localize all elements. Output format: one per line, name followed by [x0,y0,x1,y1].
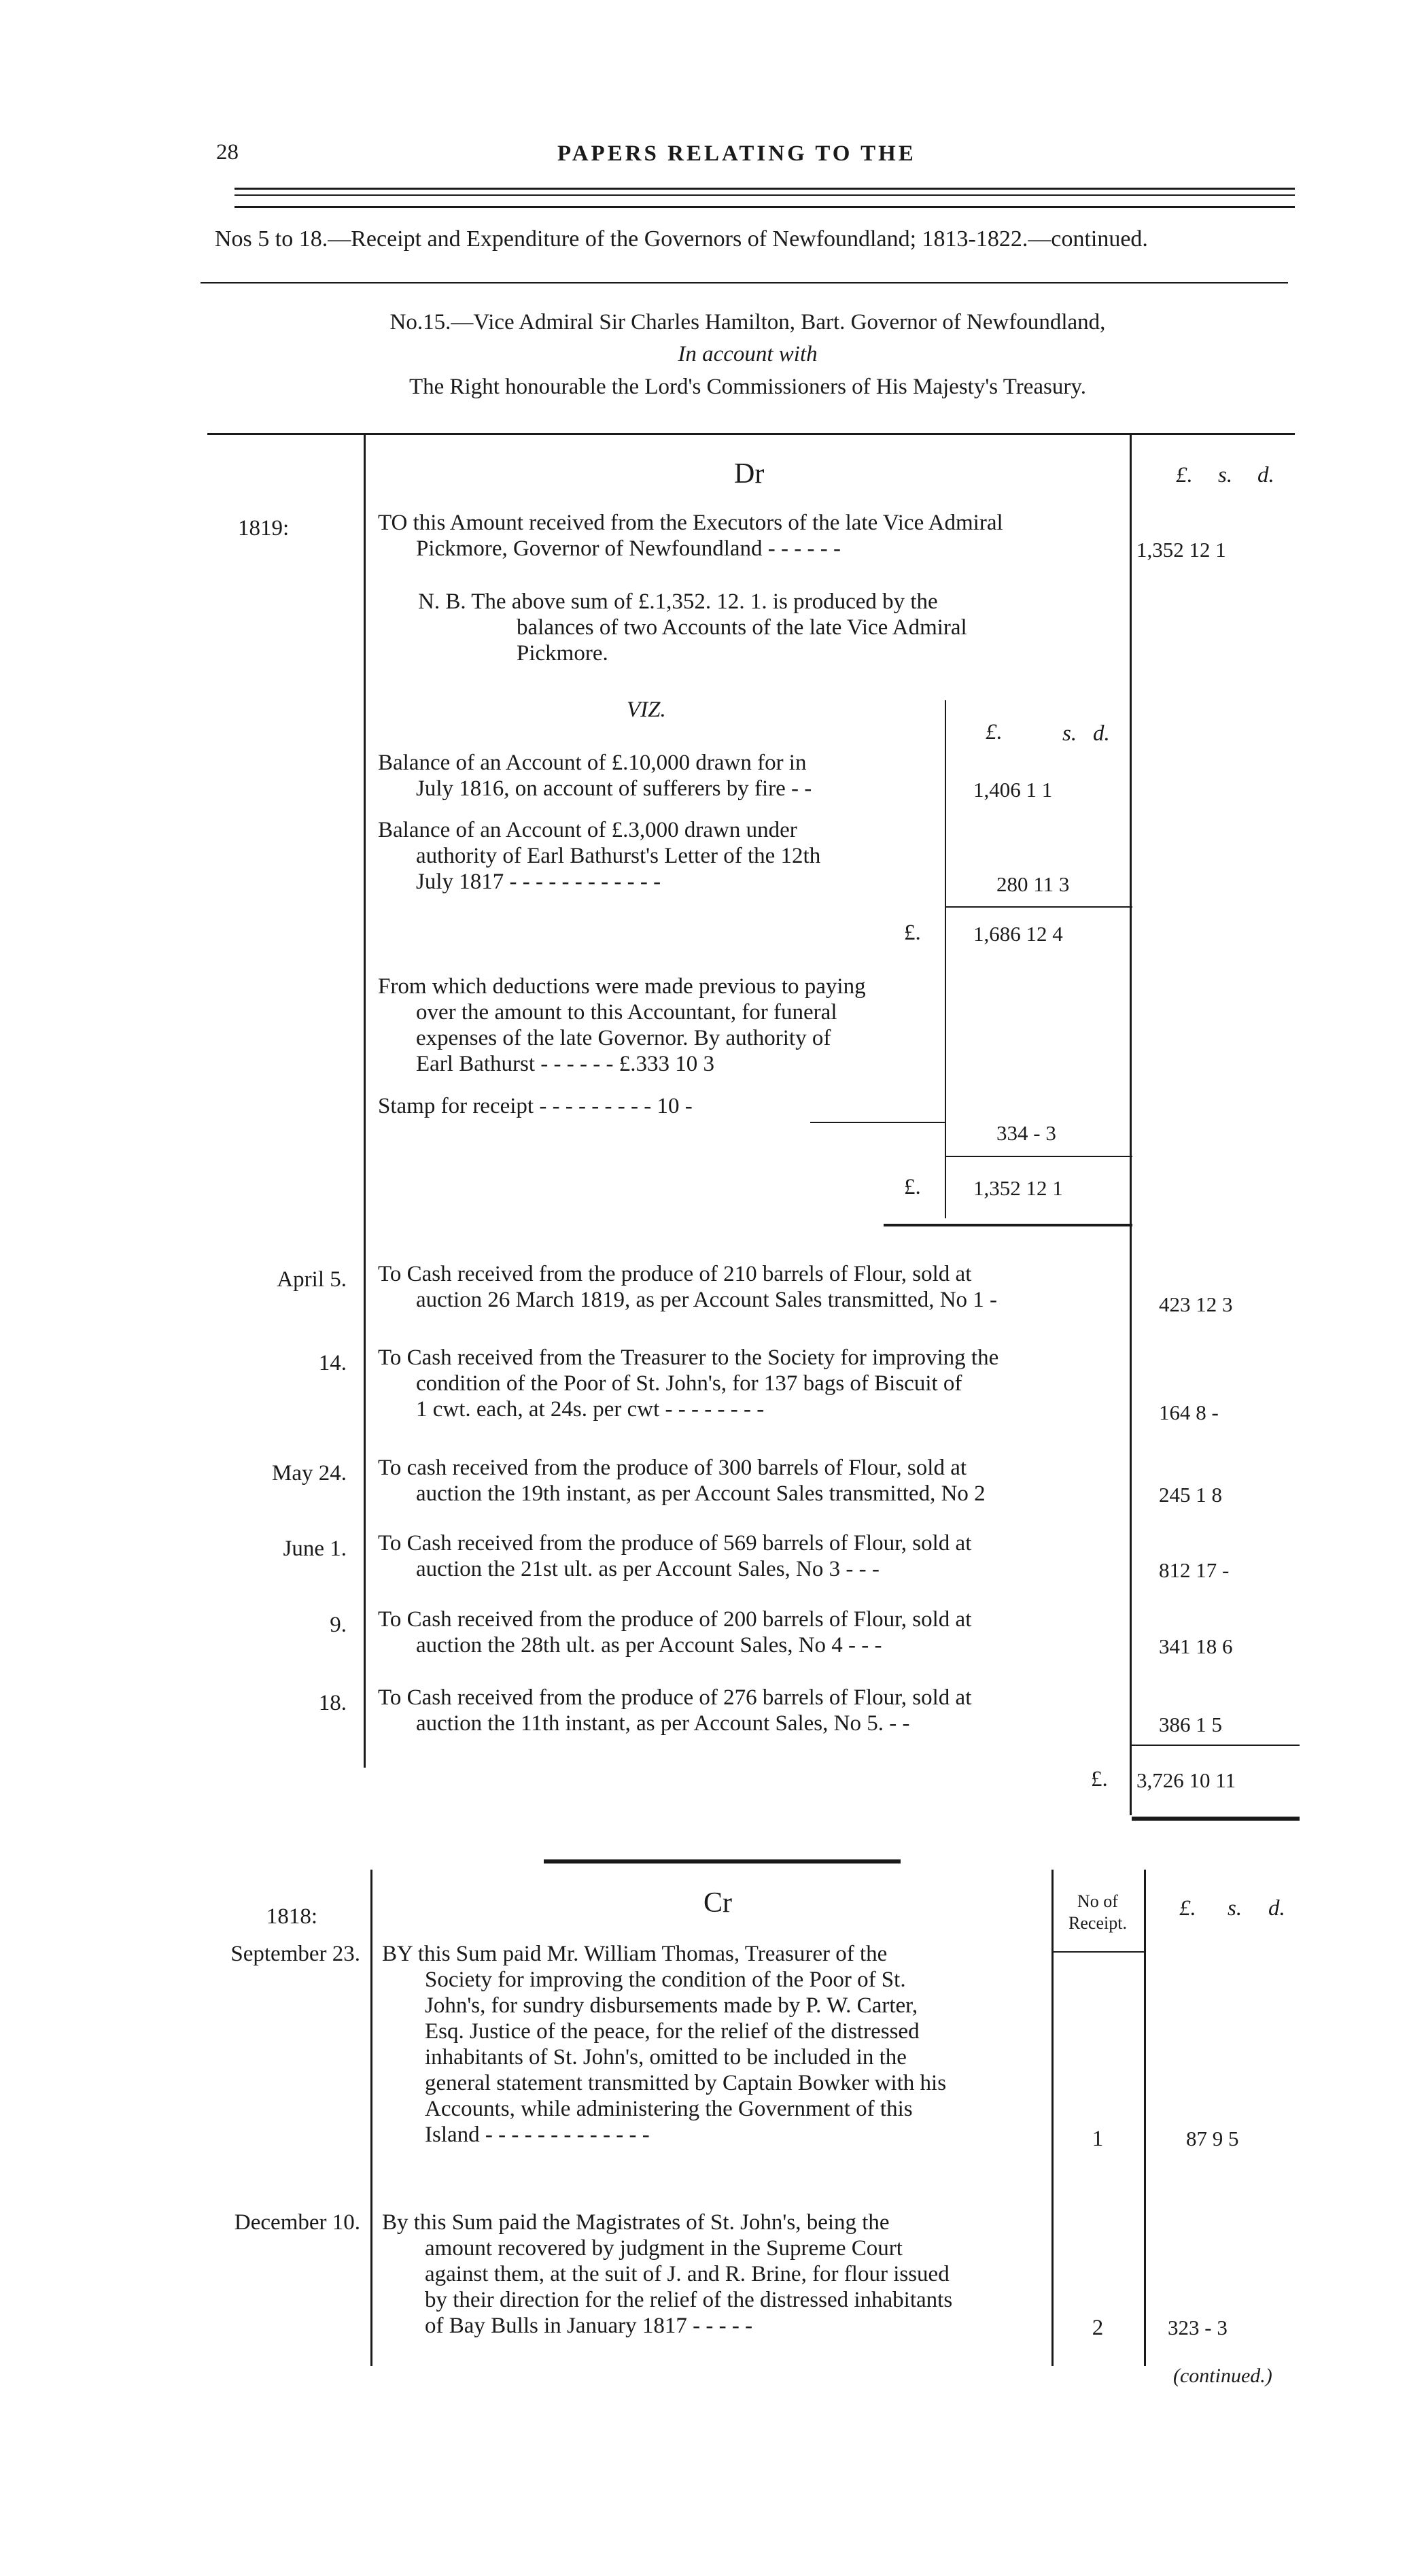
cash-date-6: 18. [318,1691,347,1715]
credit-1-amount: 87 9 5 [1186,2127,1239,2150]
receipt-header-l2: Receipt. [1068,1913,1127,1933]
credit-heading: Cr [703,1887,732,1919]
nb-line2: balances of two Accounts of the late Vice Admiral [517,615,967,640]
series-title: Nos 5 to 18.—Receipt and Expenditure of the Governors of Newfoundland; 1813-1822.—continued. [215,226,1148,252]
cash-2-line1: To Cash received from the Treasurer to the Society for improving the [378,1345,999,1370]
cash-5-amount: 341 18 6 [1159,1634,1233,1658]
cash-3-line2: auction the 19th instant, as per Account Sales transmitted, No 2 [416,1481,986,1506]
cash-2-line2: condition of the Poor of St. John's, for 137 bags of Biscuit of [416,1371,962,1396]
viz-label: VIZ. [627,698,666,722]
account-title-line2: In account with [678,342,818,366]
credit-1-line2: Society for improving the condition of the Poor of St. [425,1968,906,1992]
nb-line3: Pickmore. [517,641,608,666]
page-number: 28 [216,140,239,165]
credit-1-line8: Island - - - - - - - - - - - - - [425,2123,650,2147]
viz-row2-line3: July 1817 - - - - - - - - - - - - [416,870,661,894]
deduction-amount: 334 - 3 [996,1121,1056,1145]
deduction-line4: Earl Bathurst - - - - - - £.333 10 3 [416,1052,714,1076]
credit-receipt-right-rule [1144,1870,1146,2366]
credit-1-line4: Esq. Justice of the peace, for the relief of the distressed [425,2019,920,2044]
credit-left-rule [370,1870,372,2366]
debit-first-amount: 1,352 12 1 [1136,538,1226,562]
credit-date-1: September 23. [230,1942,360,1966]
debit-col-shillings: s. [1218,463,1233,487]
cash-6-line2: auction the 11th instant, as per Account Sales, No 5. - - [416,1711,910,1736]
cash-2-amount: 164 8 - [1159,1401,1219,1424]
cash-date-5: 9. [330,1613,347,1637]
debit-first-line2: Pickmore, Governor of Newfoundland - - - - - - [416,536,841,561]
debit-heading: Dr [734,458,765,490]
debit-total-rule [1130,1745,1300,1746]
rule-top-3 [234,206,1295,208]
debit-first-line1: TO this Amount received from the Executors of the late Vice Admiral [378,511,1003,535]
credit-1-line7: Accounts, while administering the Government of this [425,2097,913,2121]
inner-table-bottom-rule [884,1224,1132,1226]
inner-total-rule [945,1156,1132,1157]
debit-year: 1819: [238,516,290,540]
cash-date-3: May 24. [272,1461,347,1486]
viz-row1-line2: July 1816, on account of sufferers by fire - - [416,776,812,801]
account-title-line1: No.15.—Vice Admiral Sir Charles Hamilton, Bart. Governor of Newfoundland, [389,310,1106,334]
debit-bottom-rule [1132,1817,1300,1821]
cash-4-amount: 812 17 - [1159,1558,1230,1582]
credit-col-pence: d. [1268,1896,1285,1921]
cash-4-line1: To Cash received from the produce of 569 barrels of Flour, sold at [378,1531,972,1556]
cash-date-2: 14. [318,1351,347,1375]
credit-2-line1: By this Sum paid the Magistrates of St. John's, being the [382,2210,890,2235]
running-head: PAPERS RELATING TO THE [557,141,916,166]
cash-date-4: June 1. [283,1536,347,1561]
debit-total-amount: 3,726 10 11 [1136,1768,1236,1792]
inner-col-pence: d. [1093,721,1110,746]
deduction-line2: over the amount to this Accountant, for funeral [416,1000,837,1025]
cash-5-line2: auction the 28th ult. as per Account Sales, No 4 - - - [416,1633,882,1658]
credit-2-line5: of Bay Bulls in January 1817 - - - - - [425,2314,753,2338]
deduction-line3: expenses of the late Governor. By authority of [416,1026,831,1050]
cash-3-line1: To cash received from the produce of 300 barrels of Flour, sold at [378,1456,967,1480]
cash-4-line2: auction the 21st ult. as per Account Sales, No 3 - - - [416,1557,880,1581]
credit-2-line3: against them, at the suit of J. and R. Brine, for flour issued [425,2262,950,2286]
cash-6-line1: To Cash received from the produce of 276 barrels of Flour, sold at [378,1685,972,1710]
credit-1-line6: general statement transmitted by Captain Bowker with his [425,2071,947,2095]
credit-heading-rule [544,1859,901,1864]
deduction-rule [810,1122,945,1123]
account-title-line3: The Right honourable the Lord's Commissioners of His Majesty's Treasury. [408,375,1086,399]
credit-2-receipt: 2 [1092,2316,1104,2340]
inner-table-left-rule [945,700,946,1218]
cash-1-line1: To Cash received from the produce of 210 barrels of Flour, sold at [378,1262,972,1286]
stamp-line: Stamp for receipt - - - - - - - - - 10 - [378,1094,693,1118]
viz-row1-line1: Balance of an Account of £.10,000 drawn for in [378,751,807,775]
rule-series [201,282,1288,284]
debit-total-label: £. [1091,1767,1108,1791]
cash-2-line3: 1 cwt. each, at 24s. per cwt - - - - - - - - [416,1397,765,1422]
inner-subtotal-rule [945,906,1132,908]
credit-col-shillings: s. [1228,1896,1242,1921]
viz-row2-line2: authority of Earl Bathurst's Letter of the 12th [416,844,821,868]
inner-subtotal-amount: 1,686 12 4 [973,922,1063,946]
credit-receipt-left-rule [1051,1870,1054,2366]
debit-col-pounds: £. [1176,463,1193,487]
credit-2-line2: amount recovered by judgment in the Supreme Court [425,2236,903,2261]
viz-row2-line1: Balance of an Account of £.3,000 drawn under [378,818,797,842]
rule-top-2 [234,194,1295,196]
cash-5-line1: To Cash received from the produce of 200 barrels of Flour, sold at [378,1607,972,1632]
receipt-header-rule [1053,1951,1144,1953]
credit-date-2: December 10. [234,2210,360,2235]
credit-year: 1818: [266,1904,317,1929]
inner-col-pounds: £. [986,720,1003,744]
nb-line1: N. B. The above sum of £.1,352. 12. 1. is produced by the [418,589,938,614]
credit-2-line4: by their direction for the relief of the distressed inhabitants [425,2288,953,2312]
credit-1-line1: BY this Sum paid Mr. William Thomas, Treasurer of the [382,1942,888,1966]
cash-date-1: April 5. [277,1267,347,1292]
receipt-header-l1: No of [1077,1891,1118,1911]
debit-col-pence: d. [1257,463,1274,487]
inner-col-shillings: s. [1062,721,1077,746]
cash-1-amount: 423 12 3 [1159,1292,1233,1316]
rule-debit-top [207,433,1295,435]
cash-1-line2: auction 26 March 1819, as per Account Sales transmitted, No 1 - [416,1288,998,1312]
continued-note: (continued.) [1173,2365,1272,2387]
credit-col-pounds: £. [1179,1896,1196,1921]
inner-total-label: £. [904,1175,921,1199]
rule-top-1 [234,188,1295,190]
inner-total-amount: 1,352 12 1 [973,1176,1063,1200]
credit-2-amount: 323 - 3 [1168,2316,1228,2339]
debit-left-rule [364,435,366,1768]
debit-amount-rule [1130,435,1132,1815]
credit-1-line5: inhabitants of St. John's, omitted to be included in the [425,2045,907,2070]
viz-row2-amount: 280 11 3 [996,872,1070,896]
cash-6-amount: 386 1 5 [1159,1713,1222,1736]
credit-1-line3: John's, for sundry disbursements made by P. W. Carter, [425,1993,918,2018]
credit-1-receipt: 1 [1092,2127,1104,2151]
viz-row1-amount: 1,406 1 1 [973,778,1053,802]
deduction-line1: From which deductions were made previous to paying [378,974,866,999]
cash-3-amount: 245 1 8 [1159,1483,1222,1507]
inner-subtotal-label: £. [904,921,921,945]
